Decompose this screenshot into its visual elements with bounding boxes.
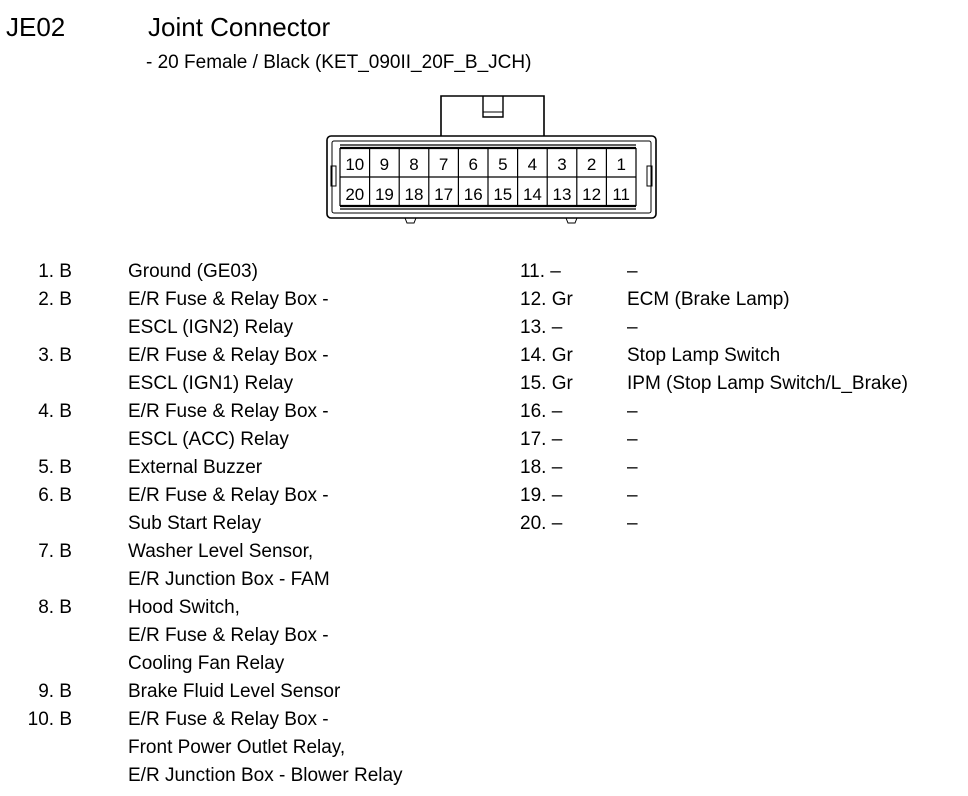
pin-number: 18. – [520, 457, 563, 478]
pin-label-top: 1 [616, 155, 626, 174]
pin-number: 9. B [38, 681, 72, 702]
pin-label-top: 10 [345, 155, 365, 174]
pin-description: E/R Junction Box - FAM [128, 569, 330, 590]
pin-grid [340, 145, 636, 209]
pin-description: IPM (Stop Lamp Switch/L_Brake) [627, 373, 908, 394]
pin-description: ESCL (IGN2) Relay [128, 317, 294, 338]
pin-number: 16. – [520, 401, 563, 422]
pin-label-bottom: 14 [522, 185, 542, 204]
pin-description: Sub Start Relay [128, 513, 262, 534]
pin-description: E/R Fuse & Relay Box - [128, 401, 329, 422]
pin-number: 8. B [38, 597, 72, 618]
pin-description: – [627, 485, 638, 506]
pin-label-top: 9 [379, 155, 390, 174]
pin-number: 4. B [38, 401, 72, 422]
pin-number: 14. Gr [520, 345, 573, 366]
pin-label-bottom: 19 [374, 185, 394, 204]
pin-label-bottom: 12 [582, 185, 602, 204]
pin-description: Washer Level Sensor, [128, 541, 314, 562]
connector-latch [441, 96, 544, 136]
pin-label-top: 3 [557, 155, 567, 174]
pin-number: 13. – [520, 317, 563, 338]
pin-number: 6. B [38, 485, 72, 506]
pin-description: E/R Junction Box - Blower Relay [128, 765, 403, 786]
pin-label-bottom: 20 [345, 185, 365, 204]
pin-label-bottom: 13 [552, 185, 572, 204]
pin-label-top: 5 [498, 155, 508, 174]
pin-description: – [627, 261, 638, 282]
pin-description: ESCL (ACC) Relay [128, 429, 289, 450]
pin-number: 17. – [520, 429, 563, 450]
pin-description: E/R Fuse & Relay Box - [128, 709, 329, 730]
pin-description: ESCL (IGN1) Relay [128, 373, 294, 394]
pin-number: 3. B [38, 345, 72, 366]
pin-label-top: 7 [438, 155, 449, 174]
pin-description: ECM (Brake Lamp) [627, 289, 790, 310]
pin-description: E/R Fuse & Relay Box - [128, 289, 329, 310]
pin-description: – [627, 513, 638, 534]
connector-title: Joint Connector [148, 12, 331, 42]
pin-number: 11. – [520, 261, 561, 282]
pin-label-top: 4 [527, 155, 538, 174]
pin-number: 19. – [520, 485, 563, 506]
pin-description: E/R Fuse & Relay Box - [128, 345, 329, 366]
pin-label-bottom: 15 [493, 185, 513, 204]
pin-description: – [627, 317, 638, 338]
pin-number: 15. Gr [520, 373, 573, 394]
pin-number: 20. – [520, 513, 563, 534]
pin-description: – [627, 401, 638, 422]
pin-description: Hood Switch, [128, 597, 240, 618]
pin-label-top: 6 [468, 155, 478, 174]
connector-subtitle: - 20 Female / Black (KET_090II_20F_B_JCH) [146, 52, 532, 73]
pin-label-top: 8 [409, 155, 419, 174]
pin-description: Front Power Outlet Relay, [128, 737, 346, 758]
pin-number: 1. B [38, 261, 72, 282]
pin-number: 2. B [38, 289, 72, 310]
connector-code: JE02 [6, 12, 66, 42]
pin-description: Brake Fluid Level Sensor [128, 681, 341, 702]
pin-description: – [627, 457, 638, 478]
latch-notch [483, 96, 503, 117]
pin-label-bottom: 17 [434, 185, 454, 204]
pin-number: 12. Gr [520, 289, 573, 310]
pin-label-bottom: 16 [463, 185, 483, 204]
pin-description: E/R Fuse & Relay Box - [128, 485, 329, 506]
pin-label-bottom: 11 [612, 185, 631, 204]
pin-label-top: 2 [586, 155, 597, 174]
pin-description: – [627, 429, 638, 450]
connector-diagram [0, 0, 968, 240]
pin-number: 7. B [38, 541, 72, 562]
pin-number: 5. B [38, 457, 72, 478]
pin-number: 10. B [27, 709, 72, 730]
pin-description: Ground (GE03) [128, 261, 258, 282]
pin-description: Cooling Fan Relay [128, 653, 285, 674]
pin-description: Stop Lamp Switch [627, 345, 781, 366]
pin-description: External Buzzer [128, 457, 263, 478]
pin-label-bottom: 18 [404, 185, 424, 204]
pin-description: E/R Fuse & Relay Box - [128, 625, 329, 646]
